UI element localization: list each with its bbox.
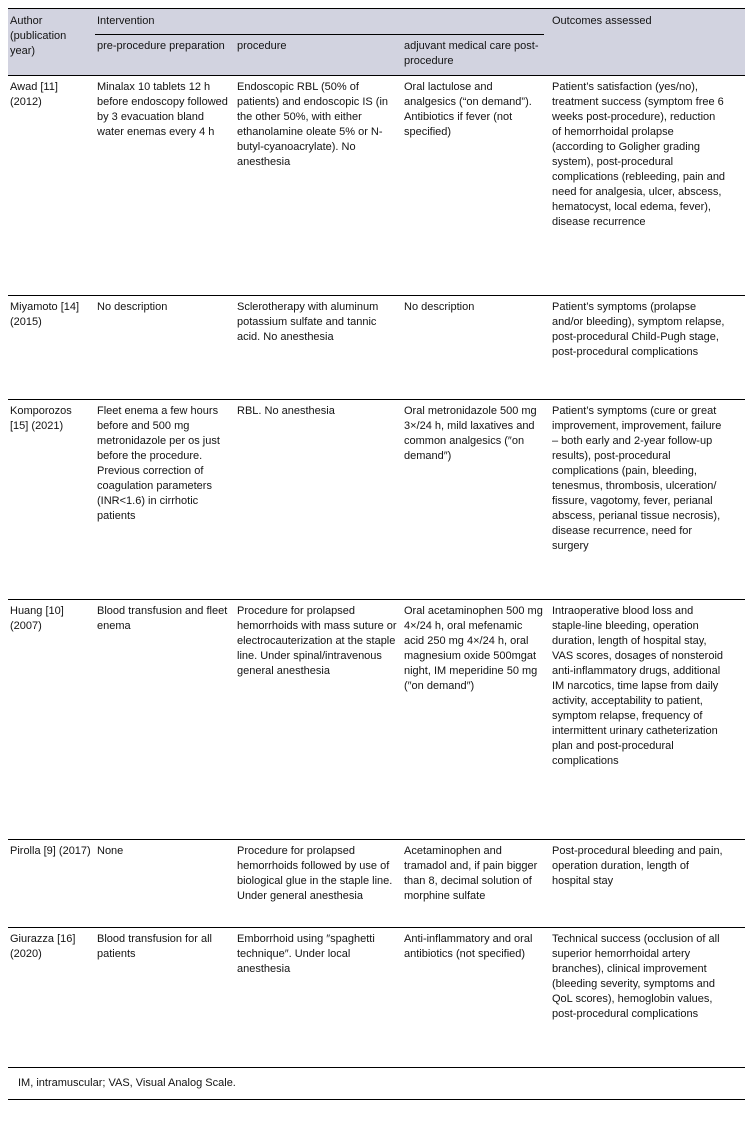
header-intervention-label: Intervention xyxy=(95,9,544,35)
table-row xyxy=(8,76,745,296)
table-row xyxy=(8,400,745,600)
header-author: Author (publication year) xyxy=(8,9,95,76)
adjuvant-care-cell: Acetaminophen and tramadol and, if pain bigger than 8, decimal solution of morphine sulfate xyxy=(404,845,538,902)
author-cell: Giurazza [16] (2020) xyxy=(10,933,76,960)
header-intervention xyxy=(95,9,550,36)
header-procedure: procedure xyxy=(235,35,402,76)
outcomes-cell: Patient’s symptoms (prolapse and/or bleeding), symptom relapse, post-procedural Child-Pugh stage, post-procedural complications xyxy=(552,301,725,358)
adjuvant-care-cell: Oral acetaminophen 500 mg 4×/24 h, oral mefenamic acid 250 mg 4×/24 h, oral magnesium oxide 500mgat night, IM meperidine 50 mg (″on demand″) xyxy=(404,605,543,692)
pre-procedure-cell: Blood transfusion and fleet enema xyxy=(97,605,228,632)
adjuvant-care-cell: No description xyxy=(404,301,475,313)
table-row xyxy=(8,600,745,840)
author-cell: Awad [11] (2012) xyxy=(10,81,58,108)
table-footnote: IM, intramuscular; VAS, Visual Analog Scale. xyxy=(8,1068,745,1100)
pre-procedure-cell: None xyxy=(97,845,124,857)
procedure-cell: Emborrhoid using ″spaghetti technique″. Under local anesthesia xyxy=(237,933,375,975)
author-cell: Miyamoto [14] (2015) xyxy=(10,301,80,328)
adjuvant-care-cell: Oral metronidazole 500 mg 3×/24 h, mild laxatives and common analgesics (″on demand″) xyxy=(404,405,537,462)
header-pre-procedure: pre-procedure preparation xyxy=(95,35,235,76)
header-outcomes: Outcomes assessed xyxy=(550,9,745,76)
table-row xyxy=(8,928,745,1068)
outcomes-cell: Technical success (occlusion of all superior hemorrhoidal artery branches), clinical improvement (bleeding severity, symptoms and QoL scores), hemoglobin values, post-procedural complications xyxy=(552,933,720,1020)
footnote-row xyxy=(8,1068,745,1100)
procedure-cell: RBL. No anesthesia xyxy=(237,405,335,417)
studies-interventions-table xyxy=(8,8,745,1100)
pre-procedure-cell: Fleet enema a few hours before and 500 mg metronidazole per os just before the procedure. Previous correction of coagulation parameters (INR<1.6) in cirrhotic patients xyxy=(97,405,220,522)
outcomes-cell: Intraoperative blood loss and staple-line bleeding, operation duration, length of hospital stay, VAS scores, dosages of nonsteroid anti-inflammatory drugs, additional IM narcotics, time lapse from daily activity, acceptability to patient, symptom relapse, frequency of intermittent urinary catheterization plan and post-procedural complications xyxy=(552,605,724,767)
pre-procedure-cell: Blood transfusion for all patients xyxy=(97,933,212,960)
header-adjuvant-care: adjuvant medical care post-procedure xyxy=(402,35,550,76)
author-cell: Pirolla [9] (2017) xyxy=(10,845,91,857)
table-row xyxy=(8,296,745,400)
author-cell: Komporozos [15] (2021) xyxy=(10,405,72,432)
author-cell: Huang [10] (2007) xyxy=(10,605,64,632)
outcomes-cell: Post-procedural bleeding and pain, operation duration, length of hospital stay xyxy=(552,845,723,887)
table-header xyxy=(8,9,745,76)
pre-procedure-cell: No description xyxy=(97,301,168,313)
adjuvant-care-cell: Oral lactulose and analgesics (“on demand”). Antibiotics if fever (not specified) xyxy=(404,81,532,138)
procedure-cell: Procedure for prolapsed hemorrhoids with mass suture or electrocauterization at the staple line. Under spinal/intravenous general anesthesia xyxy=(237,605,397,677)
outcomes-cell: Patient’s symptoms (cure or great improvement, improvement, failure – both early and 2-year follow-up results), post-procedural complications (pain, bleeding, tenesmus, thrombosis, ulceration/ fissure, vagotomy, fever, perianal abscess, perianal tissue necrosis), disease recurrence, need for surgery xyxy=(552,405,722,552)
procedure-cell: Procedure for prolapsed hemorrhoids followed by use of biological glue in the staple line. Under general anesthesia xyxy=(237,845,393,902)
adjuvant-care-cell: Anti-inflammatory and oral antibiotics (not specified) xyxy=(404,933,533,960)
procedure-cell: Endoscopic RBL (50% of patients) and endoscopic IS (in the other 50%, with either ethanolamine oleate 5% or N-butyl-cyanoacrylate). No anesthesia xyxy=(237,81,389,168)
procedure-cell: Sclerotherapy with aluminum potassium sulfate and tannic acid. No anesthesia xyxy=(237,301,379,343)
pre-procedure-cell: Minalax 10 tablets 12 h before endoscopy followed by 3 evacuation bland water enemas every 4 h xyxy=(97,81,228,138)
outcomes-cell: Patient’s satisfaction (yes/no), treatment success (symptom free 6 weeks post-procedure), reduction of hemorrhoidal prolapse (according to Goligher grading system), post-procedural complications (rebleeding, pain and need for analgesia, ulcer, abscess, hematocyst, local edema, fever), disease recurrence xyxy=(552,81,726,228)
table-row xyxy=(8,840,745,928)
